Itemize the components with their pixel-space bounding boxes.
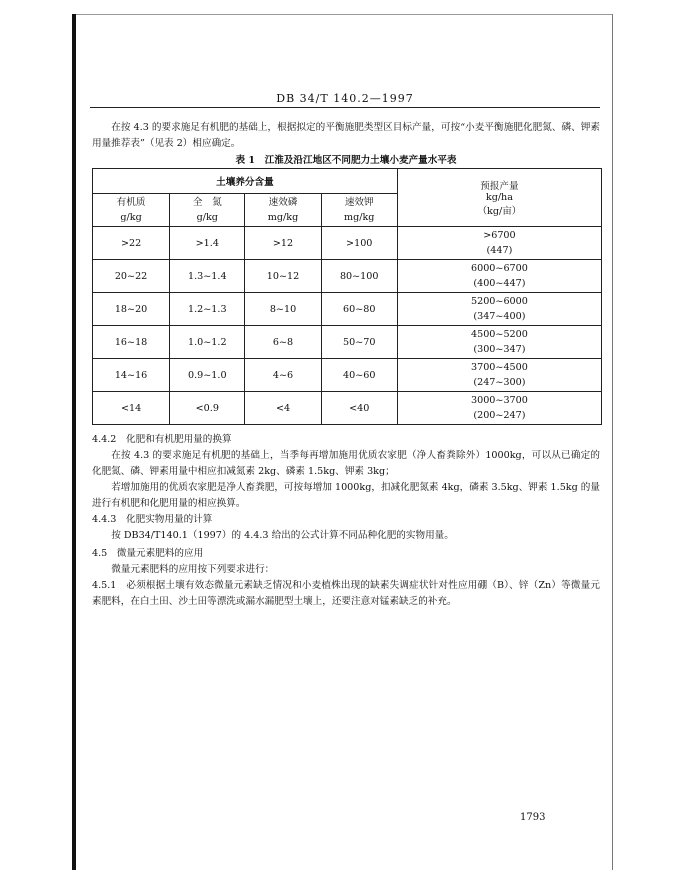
col-organic-matter: 有机质 g/kg <box>93 194 170 227</box>
section-4-4-2-title: 4.4.2 化肥和有机肥用量的换算 <box>92 434 232 445</box>
yield-header: 预报产量 kg/ha （kg/亩） <box>397 169 601 227</box>
section-4-4-2-p2: 若增加施用的优质农家肥是净人畜粪肥，可按每增加 1000kg，扣减化肥氮素 4kg，磷素 3.5kg、钾素 1.5kg 的量进行有机肥和化肥用量的相应换算。 <box>92 482 600 509</box>
nutrient-group-header: 土壤养分含量 <box>93 169 398 194</box>
section-4-4-3-title: 4.4.3 化肥实物用量的计算 <box>92 514 213 525</box>
table-row: 16~18 1.0~1.2 6~8 50~70 4500~5200 (300~347) <box>93 326 602 359</box>
scan-edge-top <box>76 14 612 15</box>
scan-edge-left <box>72 14 76 870</box>
yield-table <box>92 168 602 425</box>
scan-edge-right <box>612 14 613 870</box>
header-rule <box>90 107 600 108</box>
page-header: DB 34/T 140.2—1997 <box>276 92 414 105</box>
col-available-p: 速效磷 mg/kg <box>245 194 321 227</box>
section-4-5-title: 4.5 微量元素肥料的应用 <box>92 548 204 559</box>
table-row: 18~20 1.2~1.3 8~10 60~80 5200~6000 (347~400) <box>93 293 602 326</box>
section-4-5-p1: 微量元素肥料的应用按下列要求进行： <box>111 564 275 575</box>
table-row: >22 >1.4 >12 >100 >6700 (447) <box>93 227 602 260</box>
page-number: 1793 <box>520 812 546 823</box>
table-row: 14~16 0.9~1.0 4~6 40~60 3700~4500 (247~300) <box>93 359 602 392</box>
section-4-4-2-p1: 在按 4.3 的要求施足有机肥的基础上，当季每再增加施用优质农家肥（净人畜粪除外）1000kg，可以从已确定的化肥氮、磷、钾素用量中相应扣减氮素 2kg、磷素 1.5kg、钾素 3kg； <box>92 450 600 477</box>
col-available-k: 速效钾 mg/kg <box>321 194 397 227</box>
table-row: 20~22 1.3~1.4 10~12 80~100 6000~6700 (400~447) <box>93 260 602 293</box>
col-total-nitrogen: 全 氮 g/kg <box>170 194 245 227</box>
table-caption: 表 1 江淮及沿江地区不同肥力土壤小麦产量水平表 <box>235 155 457 166</box>
section-4-5-1: 4.5.1 必须根据土壤有效态微量元素缺乏情况和小麦植株出现的缺素失调症状针对性应用硼（B）、锌（Zn）等微量元素肥料，在白土田、沙土田等漂洗或漏水漏肥型土壤上，还要注意对锰素缺乏的补充。 <box>92 580 600 607</box>
table-row: <14 <0.9 <4 <40 3000~3700 (200~247) <box>93 392 602 425</box>
section-4-4-3-p1: 按 DB34/T140.1（1997）的 4.4.3 给出的公式计算不同品种化肥的实物用量。 <box>111 530 454 541</box>
intro-paragraph: 在按 4.3 的要求施足有机肥的基础上，根据拟定的平衡施肥类型区目标产量，可按“小麦平衡施肥化肥氮、磷、钾素用量推荐表”（见表 2）相应确定。 <box>92 122 600 149</box>
